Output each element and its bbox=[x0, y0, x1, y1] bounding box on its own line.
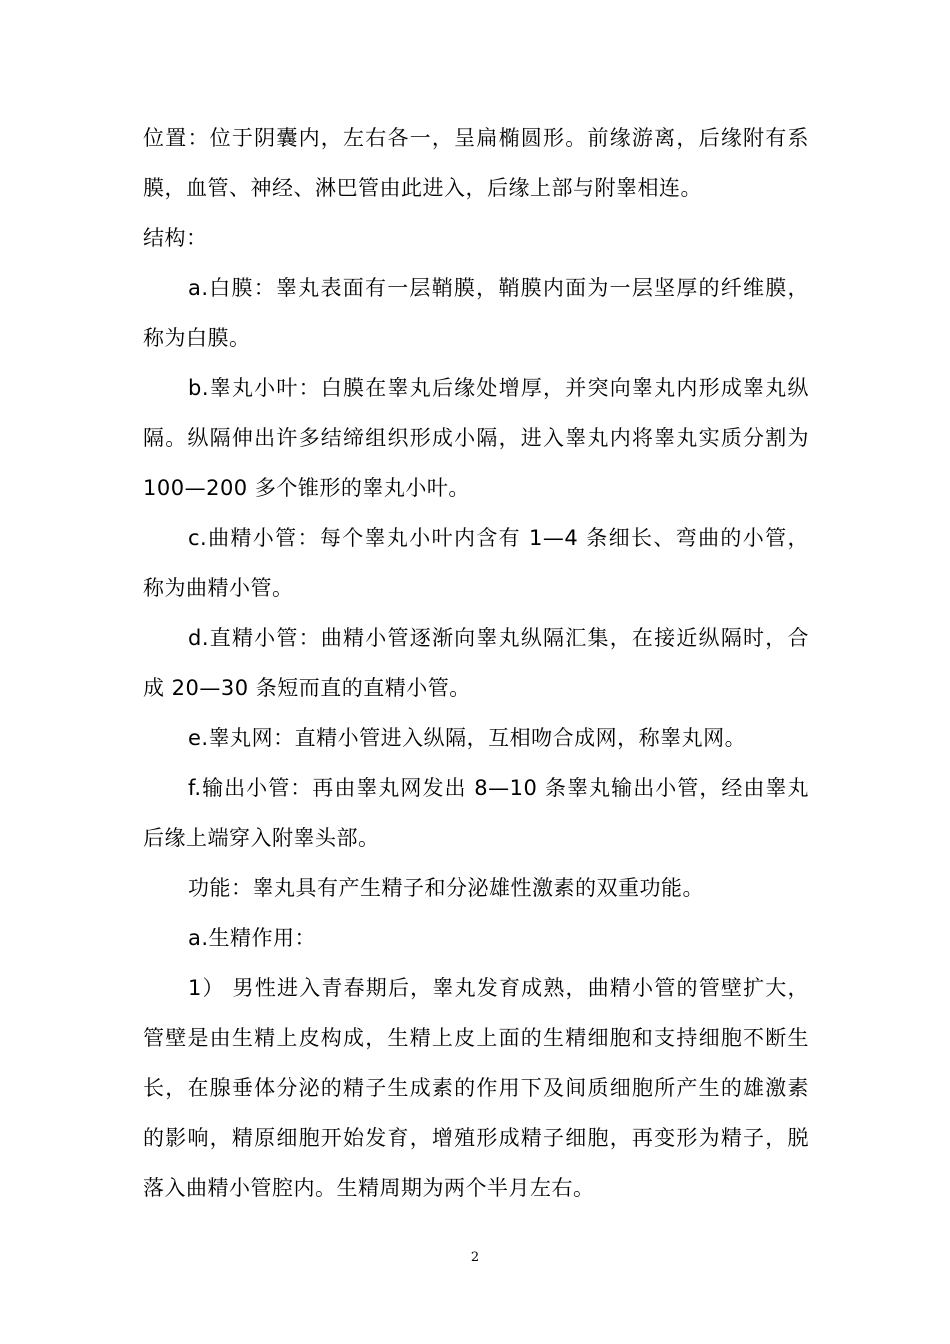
text-line: 落入曲精小管腔内。生精周期为两个半月左右。 bbox=[143, 1176, 595, 1200]
text-line: 1） 男性进入青春期后，睾丸发育成熟，曲精小管的管壁扩大， bbox=[188, 976, 809, 1000]
text-line: 成 20—30 条短而直的直精小管。 bbox=[143, 676, 471, 700]
text-line: 结构： bbox=[143, 226, 208, 250]
text-line: a.生精作用： bbox=[188, 926, 317, 950]
text-line: 隔。纵隔伸出许多结缔组织形成小隔，进入睾丸内将睾丸实质分割为 bbox=[143, 426, 809, 450]
body-text bbox=[143, 113, 809, 1213]
text-line: e.睾丸网：直精小管进入纵隔，互相吻合成网，称睾丸网。 bbox=[188, 726, 747, 750]
text-line: b.睾丸小叶：白膜在睾丸后缘处增厚，并突向睾丸内形成睾丸纵 bbox=[188, 376, 809, 400]
text-line: 长，在腺垂体分泌的精子生成素的作用下及间质细胞所产生的雄激素 bbox=[143, 1076, 809, 1100]
text-line: 膜，血管、神经、淋巴管由此进入，后缘上部与附睾相连。 bbox=[143, 176, 702, 200]
text-line: 管壁是由生精上皮构成，生精上皮上面的生精细胞和支持细胞不断生 bbox=[143, 1026, 809, 1050]
text-line: a.白膜：睾丸表面有一层鞘膜，鞘膜内面为一层坚厚的纤维膜， bbox=[188, 276, 809, 300]
text-line: 称为白膜。 bbox=[143, 326, 251, 350]
text-line: c.曲精小管：每个睾丸小叶内含有 1—4 条细长、弯曲的小管， bbox=[188, 526, 809, 550]
text-line: 位置：位于阴囊内，左右各一，呈扁椭圆形。前缘游离，后缘附有系 bbox=[143, 126, 809, 150]
text-line: 功能：睾丸具有产生精子和分泌雄性激素的双重功能。 bbox=[188, 876, 704, 900]
page-number: 2 bbox=[470, 1250, 480, 1265]
text-line: f.输出小管：再由睾丸网发出 8—10 条睾丸输出小管，经由睾丸 bbox=[188, 776, 809, 800]
text-line: 称为曲精小管。 bbox=[143, 576, 294, 600]
text-line: d.直精小管：曲精小管逐渐向睾丸纵隔汇集，在接近纵隔时，合 bbox=[188, 626, 809, 650]
text-line: 后缘上端穿入附睾头部。 bbox=[143, 826, 380, 850]
text-line: 的影响，精原细胞开始发育，增殖形成精子细胞，再变形为精子，脱 bbox=[143, 1126, 809, 1150]
text-line: 100—200 多个锥形的睾丸小叶。 bbox=[143, 476, 470, 500]
